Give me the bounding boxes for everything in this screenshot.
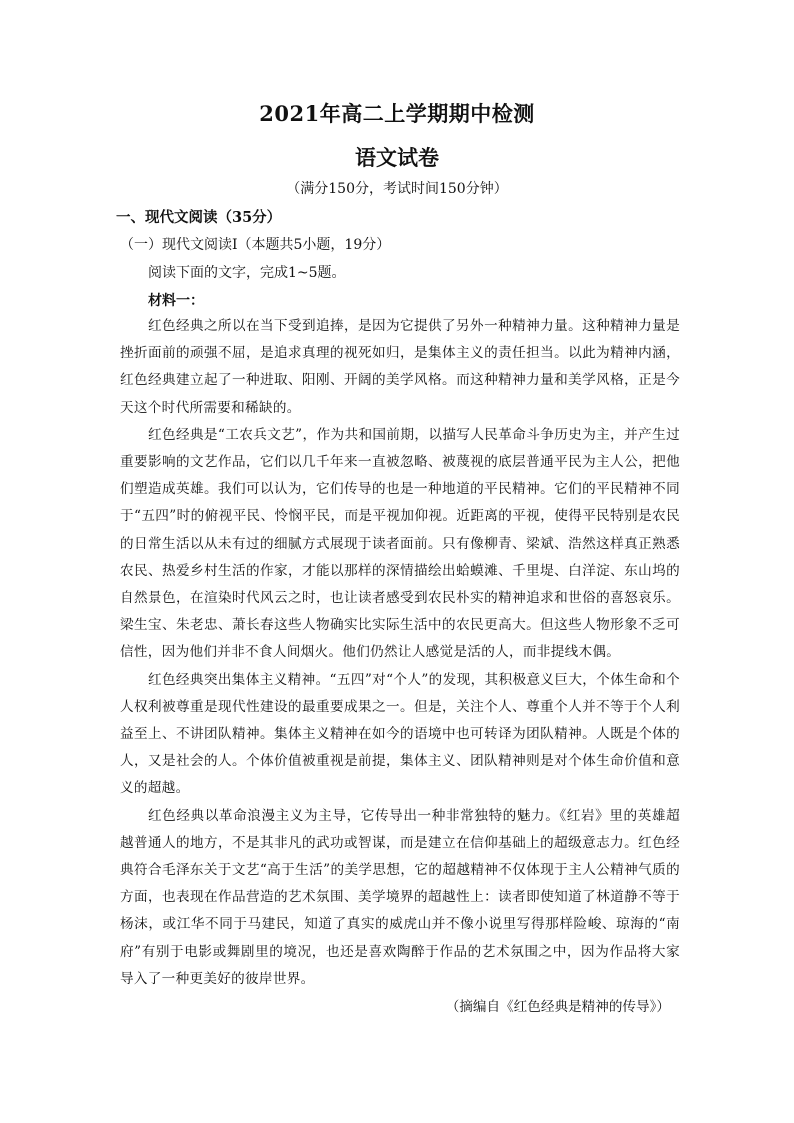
- exam-score-note: （满分150分，考试时间150分钟）: [286, 181, 508, 197]
- source-citation: （摘编自《红色经典是精神的传导》）: [445, 999, 670, 1015]
- material-body: [120, 313, 680, 993]
- subsection-heading: （一）现代文阅读Ⅰ（本题共5小题，19分）: [120, 237, 391, 253]
- paragraph: 红色经典之所以在当下受到追捧，是因为它提供了另外一种精神力量。这种精神力量是挫折面前的顽强不屈，是追求真理的视死如归，是集体主义的责任担当。以此为精神内涵，红色经典建立起了一种进取、阳刚、开阔的美学风格。而这种精神力量和美学风格，正是今天这个时代所需要和稀缺的。: [120, 318, 680, 416]
- reading-instruction: 阅读下面的文字，完成1~5题。: [148, 265, 346, 281]
- paragraph: 红色经典是“工农兵文艺”，作为共和国前期，以描写人民革命斗争历史为主，并产生过重要影响的文艺作品，它们以几千年来一直被忽略、被蔑视的底层普通平民为主人公，把他们塑造成英雄。我们可以认为，它们传导的也是一种地道的平民精神。它们的平民精神不同于“五四”时的俯视平民、怜悯平民，而是平视加仰视。近距离的平视，使得平民特别是农民的日常生活以从未有过的细腻方式展现于读者面前。只有像柳青、梁斌、浩然这样真正熟悉农民、热爱乡村生活的作家，才能以那样的深情描绘出蛤蟆滩、千里堤、白洋淀、东山坞的自然景色，在渲染时代风云之时，也让读者感受到农民朴实的精神追求和世俗的喜怒哀乐。梁生宝、朱老忠、萧长春这些人物确实比实际生活中的农民更高大。但这些人物形象不乏可信性，因为他们并非不食人间烟火。他们仍然让人感觉是活的人，而非提线木偶。: [120, 426, 680, 661]
- exam-title: 2021年高二上学期期中检测: [259, 101, 535, 126]
- paragraph: 红色经典突出集体主义精神。“五四”对“个人”的发现，其积极意义巨大，个体生命和个人权利被尊重是现代性建设的最重要成果之一。但是，关注个人、尊重个人并不等于个人利益至上、不讲团队精神。集体主义精神在如今的语境中也可转译为团队精神。人既是个体的人，又是社会的人。个体价值被重视是前提，集体主义、团队精神则是对个体生命价值和意义的超越。: [120, 671, 680, 797]
- section-heading: 一、现代文阅读（35分）: [116, 209, 282, 226]
- paragraph: 红色经典以革命浪漫主义为主导，它传导出一种非常独特的魅力。《红岩》里的英雄超越普通人的地方，不是其非凡的武功或智谋，而是建立在信仰基础上的超级意志力。红色经典符合毛泽东关于文艺“高于生活”的美学思想，它的超越精神不仅体现于主人公精神气质的方面，也表现在作品营造的艺术氛围、美学境界的超越性上：读者即使知道了林道静不等于杨沫，或江华不同于马建民，知道了真实的威虎山并不像小说里写得那样险峻、琼海的“南府”有别于电影或舞剧里的境况，也还是喜欢陶醉于作品的艺术氛围之中，因为作品将大家导入了一种更美好的彼岸世界。: [120, 807, 680, 987]
- exam-subtitle: 语文试卷: [355, 145, 439, 170]
- material-label: 材料一：: [148, 293, 204, 309]
